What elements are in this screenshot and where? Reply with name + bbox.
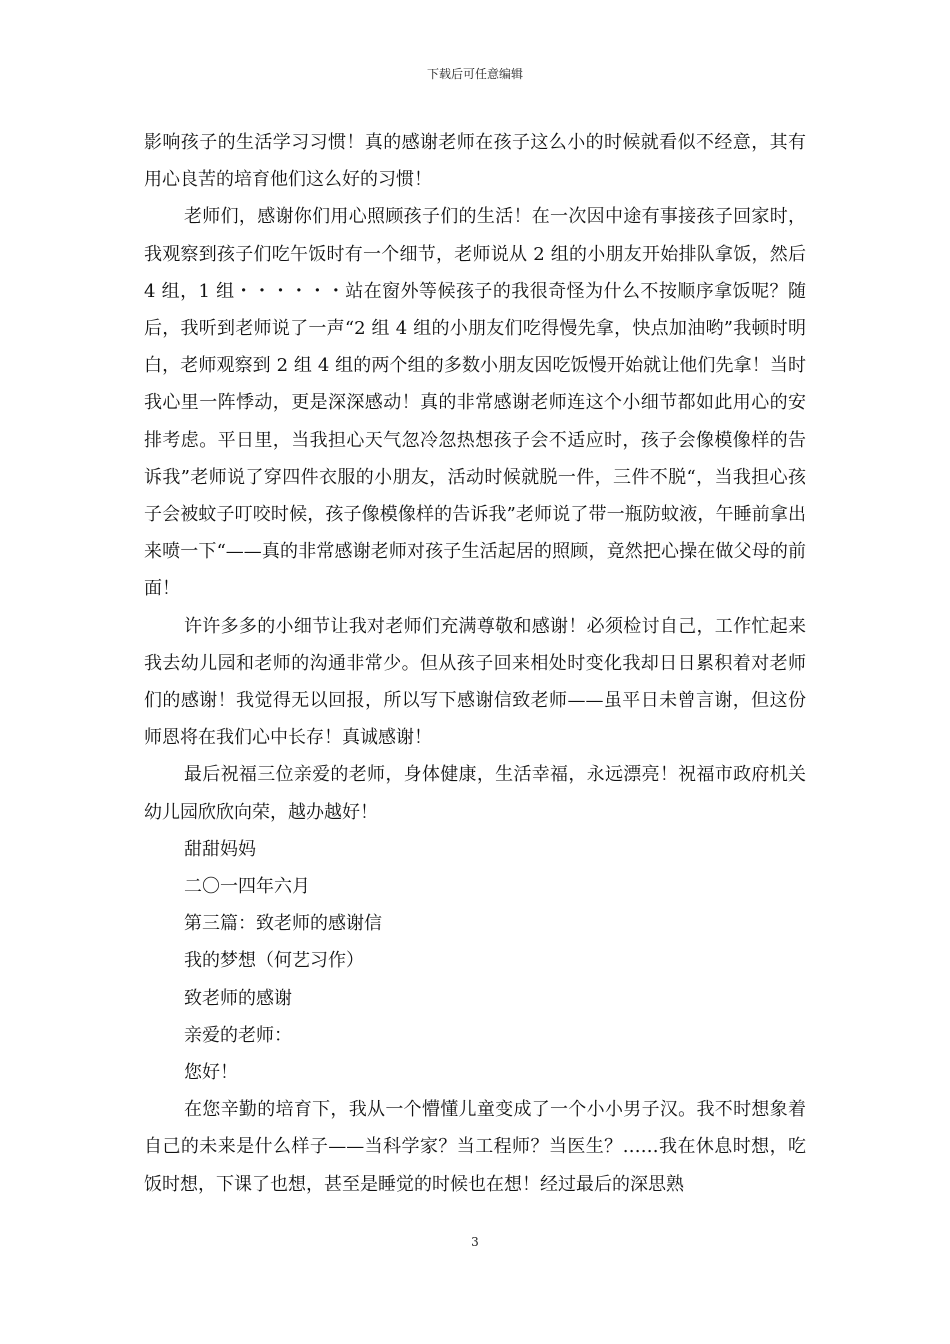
greeting: 您好！ — [184, 1062, 238, 1084]
paragraph-dream: 在您辛勤的培育下，我从一个懵懂儿童变成了一个小小男子汉。我不时想象着自己的未来是什么样子——当科学家？当工程师？当医生？……我在休息时想，吃饭时想，下课了也想，甚至是睡觉的时候也在想！经过最后的深思熟 — [144, 1099, 806, 1195]
paragraph-continued: 影响孩子的生活学习习惯！真的感谢老师在孩子这么小的时候就看似不经意，其有用心良苦的培育他们这么好的习惯！ — [144, 132, 806, 191]
letter-date: 二〇一四年六月 — [184, 876, 310, 898]
paragraph-lunch-detail: 老师们，感谢你们用心照顾孩子们的生活！在一次因中途有事接孩子回家时，我观察到孩子们吃午饭时有一个细节，老师说从 2 组的小朋友开始排队拿饭，然后 4 组，1 组・・・・・・站在窗外等候孩子的我很奇怪为什么不按顺序拿饭呢？随后，我听到老师说了一声“2 组 4 组的小朋友们吃得慢先拿，快点加油哟”我顿时明白，老师观察到 2 组 4 组的两个组的多数小朋友因吃饭慢开始就让他们先拿！当时我心里一阵悸动，更是深深感动！真的非常感谢老师连这个小细节都如此用心的安排考虑。平日里，当我担心天气忽冷忽热想孩子会不适应时，孩子会像模像样的告诉我”老师说了穿四件衣服的小朋友，活动时候就脱一件，三件不脱“，当我担心孩子会被蚊子叮咬时候，孩子像模像样的告诉我”老师说了带一瓶防蚊液，午睡前拿出来喷一下“——真的非常感谢老师对孩子生活起居的照顾，竟然把心操在做父母的前面！ — [144, 206, 806, 600]
signature: 甜甜妈妈 — [184, 838, 256, 860]
paragraph-blessing: 最后祝福三位亲爱的老师，身体健康，生活幸福，永远漂亮！祝福市政府机关幼儿园欣欣向荣，越办越好！ — [144, 764, 806, 823]
essay-title: 我的梦想（何艺习作） — [184, 950, 364, 972]
page-header: 下载后可任意编辑 — [426, 67, 523, 81]
page-number: 3 — [471, 1235, 479, 1249]
paragraph-gratitude: 许许多多的小细节让我对老师们充满尊敬和感谢！必须检讨自己，工作忙起来我去幼儿园和老师的沟通非常少。但从孩子回来相处时变化我却日日累积着对老师们的感谢！我觉得无以回报，所以写下感谢信致老师——虽平日未曾言谢，但这份师恩将在我们心中长存！真诚感谢！ — [144, 615, 806, 749]
salutation: 亲爱的老师： — [184, 1024, 292, 1046]
section-title: 第三篇：致老师的感谢信 — [184, 913, 382, 935]
essay-subtitle: 致老师的感谢 — [184, 987, 292, 1009]
document-body — [144, 124, 806, 1203]
